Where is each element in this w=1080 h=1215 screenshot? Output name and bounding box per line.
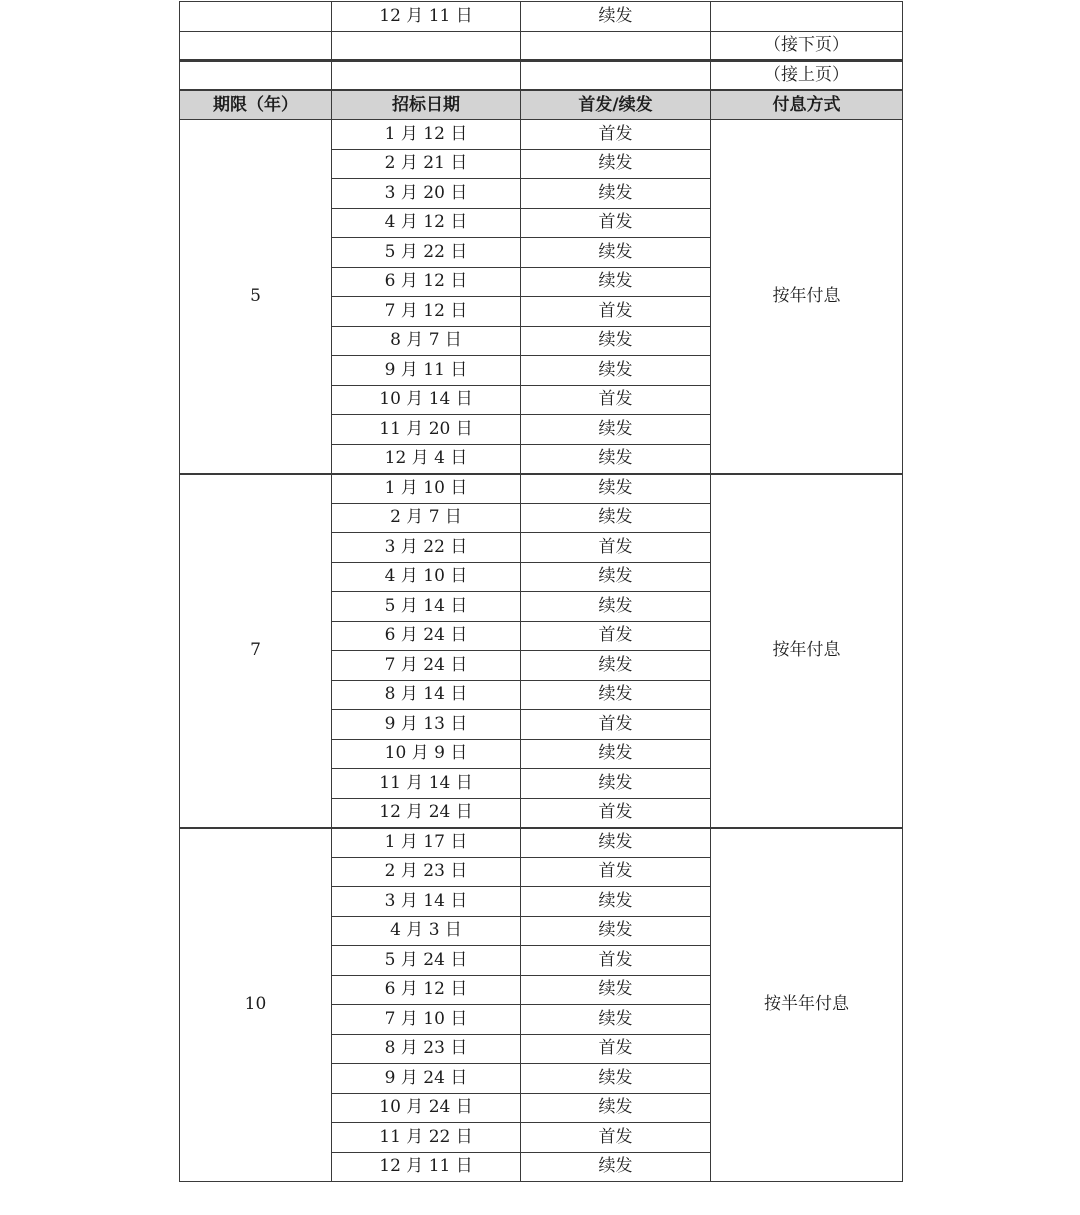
- auction-date-cell: 12 月 11 日: [332, 1152, 521, 1182]
- empty-cell: [332, 61, 521, 91]
- issue-type-cell: 续发: [521, 179, 711, 209]
- issue-type-cell: 续发: [521, 238, 711, 268]
- issue-type-cell: 续发: [521, 887, 711, 917]
- table-pre-section: [180, 2, 903, 120]
- issue-type-cell: 续发: [521, 503, 711, 533]
- table-row: [180, 474, 903, 504]
- auction-date-cell: 9 月 24 日: [332, 1064, 521, 1094]
- issue-type-cell: 续发: [521, 474, 711, 504]
- auction-date-cell: 11 月 14 日: [332, 769, 521, 799]
- empty-cell: [521, 31, 711, 61]
- issue-type-cell: 续发: [521, 739, 711, 769]
- issue-type-cell: 续发: [521, 975, 711, 1005]
- issue-type-cell: 首发: [521, 120, 711, 150]
- auction-date-cell: 5 月 24 日: [332, 946, 521, 976]
- auction-date-cell: 3 月 22 日: [332, 533, 521, 563]
- auction-date-cell: 3 月 20 日: [332, 179, 521, 209]
- auction-date-cell: 2 月 23 日: [332, 857, 521, 887]
- term-years-cell: 10: [180, 828, 332, 1182]
- auction-date-cell: 11 月 22 日: [332, 1123, 521, 1153]
- auction-date-cell: 2 月 21 日: [332, 149, 521, 179]
- issue-type-cell: 首发: [521, 857, 711, 887]
- carryover-term-cell: [180, 2, 332, 32]
- issue-type-cell: 首发: [521, 710, 711, 740]
- table-data-section: [180, 120, 903, 1182]
- auction-date-cell: 1 月 17 日: [332, 828, 521, 858]
- issue-type-cell: 续发: [521, 916, 711, 946]
- auction-date-cell: 7 月 10 日: [332, 1005, 521, 1035]
- header-term: 期限（年）: [180, 90, 332, 120]
- term-years-cell: 5: [180, 120, 332, 474]
- auction-date-cell: 12 月 24 日: [332, 798, 521, 828]
- auction-date-cell: 2 月 7 日: [332, 503, 521, 533]
- issue-type-cell: 续发: [521, 1064, 711, 1094]
- issue-type-cell: 续发: [521, 562, 711, 592]
- auction-date-cell: 9 月 11 日: [332, 356, 521, 386]
- auction-date-cell: 12 月 4 日: [332, 444, 521, 474]
- issue-type-cell: 首发: [521, 1034, 711, 1064]
- issue-type-cell: 续发: [521, 1093, 711, 1123]
- issue-type-cell: 续发: [521, 356, 711, 386]
- continued-next-page-label: （接下页）: [711, 31, 903, 61]
- carryover-date-cell: 12 月 11 日: [332, 2, 521, 32]
- issue-type-cell: 首发: [521, 1123, 711, 1153]
- header-auction-date: 招标日期: [332, 90, 521, 120]
- auction-date-cell: 4 月 3 日: [332, 916, 521, 946]
- continued-prev-page-label: （接上页）: [711, 61, 903, 91]
- empty-cell: [180, 31, 332, 61]
- issue-type-cell: 续发: [521, 592, 711, 622]
- carryover-issue-cell: 续发: [521, 2, 711, 32]
- header-issue-type: 首发/续发: [521, 90, 711, 120]
- auction-date-cell: 7 月 12 日: [332, 297, 521, 327]
- empty-cell: [521, 61, 711, 91]
- table-header-row: [180, 90, 903, 120]
- carryover-row: [180, 2, 903, 32]
- auction-date-cell: 9 月 13 日: [332, 710, 521, 740]
- auction-date-cell: 5 月 22 日: [332, 238, 521, 268]
- auction-date-cell: 3 月 14 日: [332, 887, 521, 917]
- auction-date-cell: 7 月 24 日: [332, 651, 521, 681]
- issue-type-cell: 首发: [521, 533, 711, 563]
- table-row: [180, 828, 903, 858]
- auction-date-cell: 10 月 9 日: [332, 739, 521, 769]
- bond-auction-schedule-table: [179, 1, 903, 1182]
- auction-date-cell: 4 月 10 日: [332, 562, 521, 592]
- auction-date-cell: 6 月 24 日: [332, 621, 521, 651]
- issue-type-cell: 续发: [521, 326, 711, 356]
- auction-date-cell: 8 月 14 日: [332, 680, 521, 710]
- empty-cell: [180, 61, 332, 91]
- payment-method-cell: 按年付息: [711, 120, 903, 474]
- auction-date-cell: 11 月 20 日: [332, 415, 521, 445]
- issue-type-cell: 首发: [521, 946, 711, 976]
- issue-type-cell: 续发: [521, 769, 711, 799]
- payment-method-cell: 按半年付息: [711, 828, 903, 1182]
- issue-type-cell: 续发: [521, 444, 711, 474]
- issue-type-cell: 首发: [521, 208, 711, 238]
- auction-date-cell: 5 月 14 日: [332, 592, 521, 622]
- auction-date-cell: 6 月 12 日: [332, 975, 521, 1005]
- issue-type-cell: 首发: [521, 385, 711, 415]
- issue-type-cell: 续发: [521, 651, 711, 681]
- auction-date-cell: 1 月 10 日: [332, 474, 521, 504]
- auction-date-cell: 8 月 7 日: [332, 326, 521, 356]
- auction-date-cell: 6 月 12 日: [332, 267, 521, 297]
- issue-type-cell: 续发: [521, 828, 711, 858]
- issue-type-cell: 续发: [521, 680, 711, 710]
- auction-date-cell: 1 月 12 日: [332, 120, 521, 150]
- issue-type-cell: 续发: [521, 267, 711, 297]
- auction-date-cell: 4 月 12 日: [332, 208, 521, 238]
- issue-type-cell: 首发: [521, 297, 711, 327]
- payment-method-cell: 按年付息: [711, 474, 903, 828]
- auction-date-cell: 8 月 23 日: [332, 1034, 521, 1064]
- issue-type-cell: 续发: [521, 415, 711, 445]
- empty-cell: [332, 31, 521, 61]
- continued-prev-page-row: [180, 61, 903, 91]
- issue-type-cell: 续发: [521, 1005, 711, 1035]
- auction-date-cell: 10 月 14 日: [332, 385, 521, 415]
- issue-type-cell: 续发: [521, 149, 711, 179]
- header-payment-method: 付息方式: [711, 90, 903, 120]
- issue-type-cell: 首发: [521, 798, 711, 828]
- carryover-payment-cell: [711, 2, 903, 32]
- auction-date-cell: 10 月 24 日: [332, 1093, 521, 1123]
- table-row: [180, 120, 903, 150]
- term-years-cell: 7: [180, 474, 332, 828]
- continued-next-page-row: [180, 31, 903, 61]
- issue-type-cell: 续发: [521, 1152, 711, 1182]
- issue-type-cell: 首发: [521, 621, 711, 651]
